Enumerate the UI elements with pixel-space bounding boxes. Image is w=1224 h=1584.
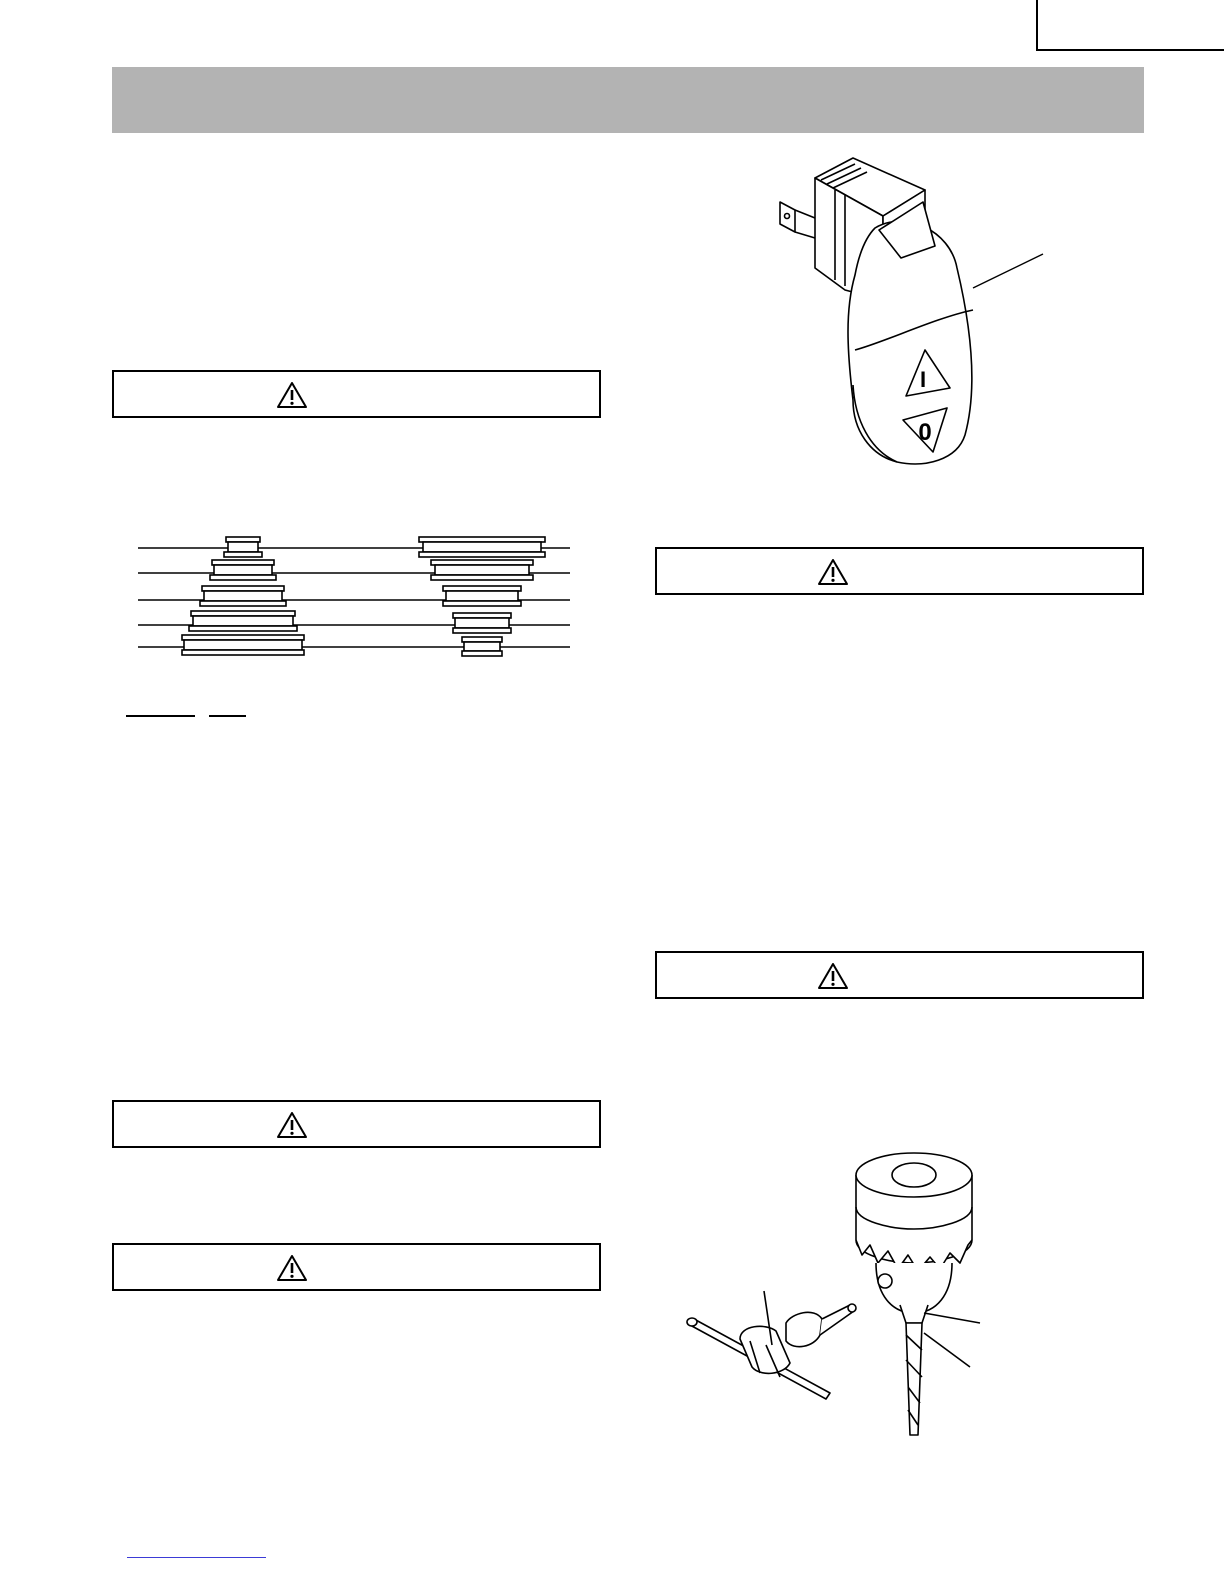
warning-triangle-icon [817, 558, 849, 586]
warning-triangle-icon [276, 1254, 308, 1282]
switch-off-symbol: 0 [918, 419, 932, 446]
warning-triangle-icon [276, 381, 308, 409]
warning-box [655, 951, 1144, 999]
heading-underline [209, 715, 246, 717]
warning-triangle-icon [276, 1111, 308, 1139]
power-switch-figure [775, 150, 1055, 470]
switch-on-symbol: I [919, 367, 927, 392]
warning-box [112, 1243, 601, 1291]
page-number-tab [1036, 0, 1224, 51]
drill-chuck-figure [680, 1145, 1000, 1445]
warning-triangle-icon [817, 962, 849, 990]
section-header-band [112, 67, 1144, 133]
heading-underline [126, 715, 195, 717]
pulley-step-diagram [135, 530, 575, 665]
warning-box [112, 1100, 601, 1148]
warning-box [655, 547, 1144, 595]
footer-link-line [127, 1557, 266, 1558]
warning-box [112, 370, 601, 418]
